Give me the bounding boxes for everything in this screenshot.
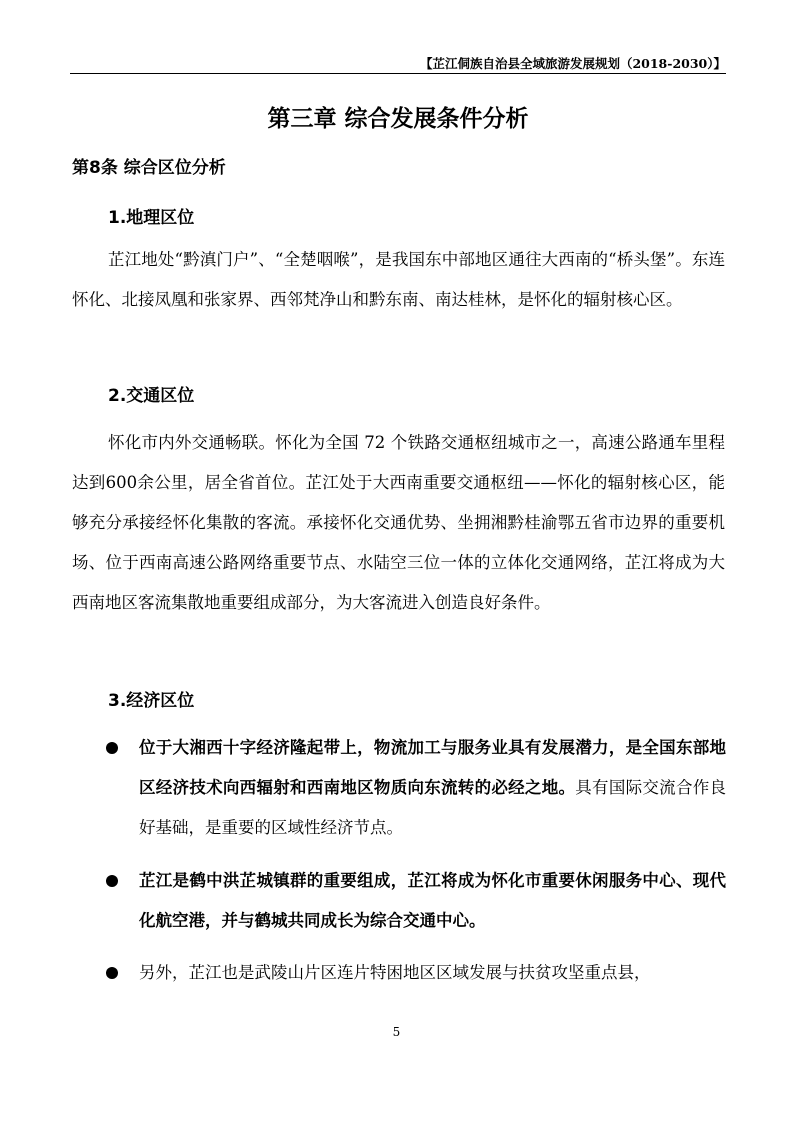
bullet-text <box>139 728 726 848</box>
bullet-normal-text: 具有国际交流合作良好基础，是重要的区域性经济节点。 <box>139 778 727 837</box>
bullet-dot-icon <box>106 967 118 979</box>
bullet-normal-text: 另外，芷江也是武陵山片区连片特困地区区域发展与扶贫攻坚重点县， <box>139 963 651 982</box>
bullet-text <box>139 861 726 941</box>
section-heading-economy: 3.经济区位 <box>108 691 195 711</box>
header-rule <box>70 73 726 74</box>
bullet-bold-text: 位于大湘西十字经济隆起带上，物流加工与服务业具有发展潜力，是全国东部地区经济技术向西辐射和西南地区物质向东流转的必经之地。 <box>139 738 726 797</box>
bullet-bold-text: 芷江是鹤中洪芷城镇群的重要组成，芷江将成为怀化市重要休闲服务中心、现代化航空港，并与鹤城共同成长为综合交通中心。 <box>139 871 726 930</box>
section-text-geography: 芷江地处“黔滇门户”、“全楚咽喉”，是我国东中部地区通往大西南的“桥头堡”。东连怀化、北接凤凰和张家界、西邻梵净山和黔东南、南达桂林，是怀化的辐射核心区。 <box>72 250 725 309</box>
bullet-text <box>139 953 726 993</box>
section-heading-transport: 2.交通区位 <box>108 386 195 406</box>
section-heading-geography: 1.地理区位 <box>108 208 195 228</box>
bullet-dot-icon <box>106 875 118 887</box>
bullet-dot-icon <box>106 742 118 754</box>
section-text-transport: 怀化市内外交通畅联。怀化为全国 72 个铁路交通枢纽城市之一，高速公路通车里程达到600余公里，居全省首位。芷江处于大西南重要交通枢纽——怀化的辐射核心区，能够充分承接经怀化集散的客流。承接怀化交通优势、坐拥湘黔桂渝鄂五省市边界的重要机场、位于西南高速公路网络重要节点、水陆空三位一体的立体化交通网络，芷江将成为大西南地区客流集散地重要组成部分，为大客流进入创造良好条件。 <box>72 433 725 612</box>
bullet-item <box>106 861 726 941</box>
chapter-title: 第三章 综合发展条件分析 <box>267 106 529 132</box>
bullet-item <box>106 953 726 993</box>
article-title: 第8条 综合区位分析 <box>72 158 226 178</box>
bullet-item <box>106 728 726 848</box>
page-number: 5 <box>392 1025 401 1039</box>
running-header: 【芷江侗族自治县全域旅游发展规划（2018-2030）】 <box>419 56 726 71</box>
